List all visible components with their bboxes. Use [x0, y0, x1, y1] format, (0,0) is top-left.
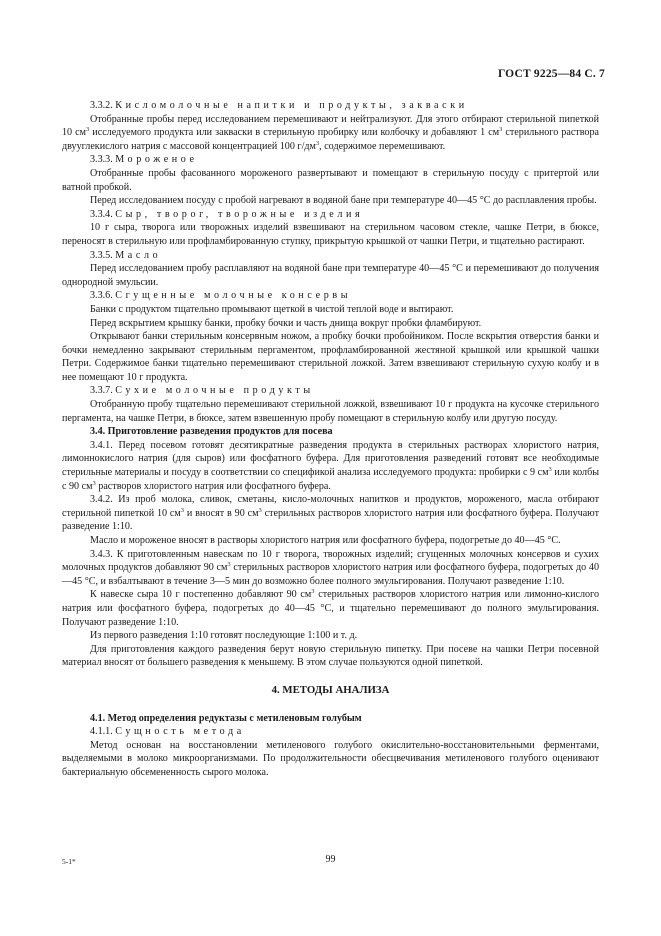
body-paragraph: Отобранную пробу тщательно перемешивают стерильной ложкой, взвешивают 10 г продукта на кусочке стерильного пергамента, на чашке Петри, в бюксе, затем взвешенную пробу помещают в стерильную колбу или другую посуду.	[62, 399, 599, 424]
footer-signature-mark: 5-1*	[62, 857, 76, 866]
chapter-heading: 4. МЕТОДЫ АНАЛИЗА	[271, 683, 390, 696]
body-paragraph: Масло и мороженое вносят в растворы хлористого натрия или фосфатного буфера, подогретые до 40—45 °С.	[90, 535, 561, 546]
subsection-title: Сгущенные молочные консервы	[115, 290, 352, 302]
body-paragraph: Банки с продуктом тщательно промывают щеткой в чистой теплой воде и вытирают.	[90, 303, 454, 315]
body-paragraph: 3.4.2. Из проб молока, сливок, сметаны, кисло-молочных напитков и продуктов, мороженого, масла отбирают стерильной пипеткой 10 $см^3$ и вносят в 90 $см^3$ стерильных растворов хлористого натрия или фосфатного буфера. Получают разведение 1:10.	[62, 494, 600, 533]
body-paragraph: Из первого разведения 1:10 готовят последующие 1:100 и т. д.	[90, 630, 358, 642]
body-paragraph: 3.4.3. К приготовленным навескам по 10 г творога, творожных изделий; сгущенных молочных консервов и сухих молочных продуктов добавляют 90 $см^3$ стерильных растворов хлористого натрия или фосфатного буфера, подогретых до 40—45 °С, и взбалтывают в течение 3—5 мин до возможно более полного эмульгирования. Получают разведение 1:10.	[62, 548, 599, 587]
body-paragraph: Отобранные пробы перед исследованием перемешивают и нейтрализуют. Для этого отбирают стерильной пипеткой 10 $см^3$ исследуемого продукта или закваски в стерильную пробирку или колбочку и добавляют 1 $см^3$ стерильного раствора двууглекислого натрия с массовой концентрацией 100 $г/дм^3$, содержимое перемешивают.	[62, 113, 599, 152]
body-paragraph: К навеске сыра 10 г постепенно добавляют 90 $см^3$ стерильных растворов хлористого натрия или лимонно-кислого натрия или фосфатного буфера, подогретых до 40—45 °С, и тщательно перемешивают до полного эмульгирования. Получают разведение 1:10.	[62, 588, 599, 628]
document-body	[62, 99, 599, 780]
subsection-heading	[62, 208, 599, 222]
body-paragraph: 3.4.1. Перед посевом готовят десятикратные разведения продукта в стерильных растворах хлористого натрия, лимоннокислого натрия (для сыров) или фосфатного буфера. Для приготовления разведений готовят все необходимые стерильные материалы и посуду в соответствии со спецификой анализа исследуемого продукта: пробирки с 9 $см^3$ или колбы с 90 $см^3$ растворов хлористого натрия или фосфатного буфера.	[62, 439, 599, 492]
body-paragraph: Для приготовления каждого разведения берут новую стерильную пипетку. При посеве на чашки Петри посевной материал вносят от большего разведения к меньшему. В этом случае пользуются одной пипеткой.	[62, 643, 599, 669]
subsection-number: 3.3.5.	[90, 249, 116, 261]
section-heading: 4.1. Метод определения редуктазы с метиленовым голубым	[90, 712, 362, 724]
body-paragraph: Метод основан на восстановлении метиленового голубого окислительно-восстановительными ферментами, выделяемыми в молоко микроорганизмами. По продолжительности обесцвечивания метиленового голубого оценивают бактериальную обсемененность сырого молока.	[62, 739, 599, 778]
subsection-heading	[62, 384, 599, 398]
subsection-title: Масло	[115, 249, 162, 261]
subsection-title: Сыр, творог, творожные изделия	[115, 208, 364, 220]
page-number: 99	[325, 854, 336, 865]
subsection-title: Кисломолочные напитки и продукты, закваски	[115, 100, 468, 111]
subsection-number: 4.1.1.	[90, 726, 116, 738]
subsection-number: 3.3.6.	[90, 290, 116, 302]
subsection-heading	[62, 153, 599, 167]
subsection-number: 3.3.2.	[90, 100, 116, 111]
subsection-heading	[62, 249, 599, 263]
body-paragraph: Перед исследованием посуду с пробой нагревают в водяной бане при температуре 40—45 °С до расплавления пробы.	[90, 195, 597, 207]
subsection-title: Мороженое	[115, 154, 198, 166]
body-paragraph: Перед вскрытием крышку банки, пробку бочки и часть днища вокруг пробки фламбируют.	[90, 317, 482, 329]
subsection-number: 3.3.3.	[90, 154, 116, 166]
subsection-title: Сущность метода	[115, 726, 245, 738]
section-heading: 3.4. Приготовление разведения продуктов для посева	[90, 426, 333, 438]
body-paragraph: Отобранные пробы фасованного мороженого развертывают и помещают в стерильную посуду с притертой или ватной пробкой.	[62, 167, 599, 193]
subsection-number: 3.3.4.	[90, 208, 116, 220]
subsection-heading	[62, 289, 599, 303]
subsection-number: 3.3.7.	[90, 385, 116, 397]
body-paragraph: Открывают банки стерильным консервным ножом, а пробку бочки пробойником. После вскрытия отверстия банки и бочки немедленно закрывают стерильным пергаментом, профламбированной жестяной крышкой или крышкой чашки Петри. Содержимое банки тщательно перемешивают стерильной ложкой. Затем взвешивают стерильную сухую колбу и в нее помещают 10 г продукта.	[62, 331, 599, 383]
subsection-title: Сухие молочные продукты	[115, 385, 314, 397]
body-paragraph: Перед исследованием пробу расплавляют на водяной бане при температуре 40—45 °С и перемешивают до получения однородной эмульсии.	[62, 263, 599, 288]
subsection-heading	[62, 99, 599, 113]
body-paragraph: 10 г сыра, творога или творожных изделий взвешивают на стерильном часовом стекле, чашке Петри, в бюксе, переносят в стерильную или профламбированную ступку, прикрытую крышкой от чашки Петри, и тщательно растирают.	[62, 222, 599, 247]
subsection-heading	[62, 725, 599, 739]
page-header: ГОСТ 9225—84 С. 7	[497, 68, 605, 80]
